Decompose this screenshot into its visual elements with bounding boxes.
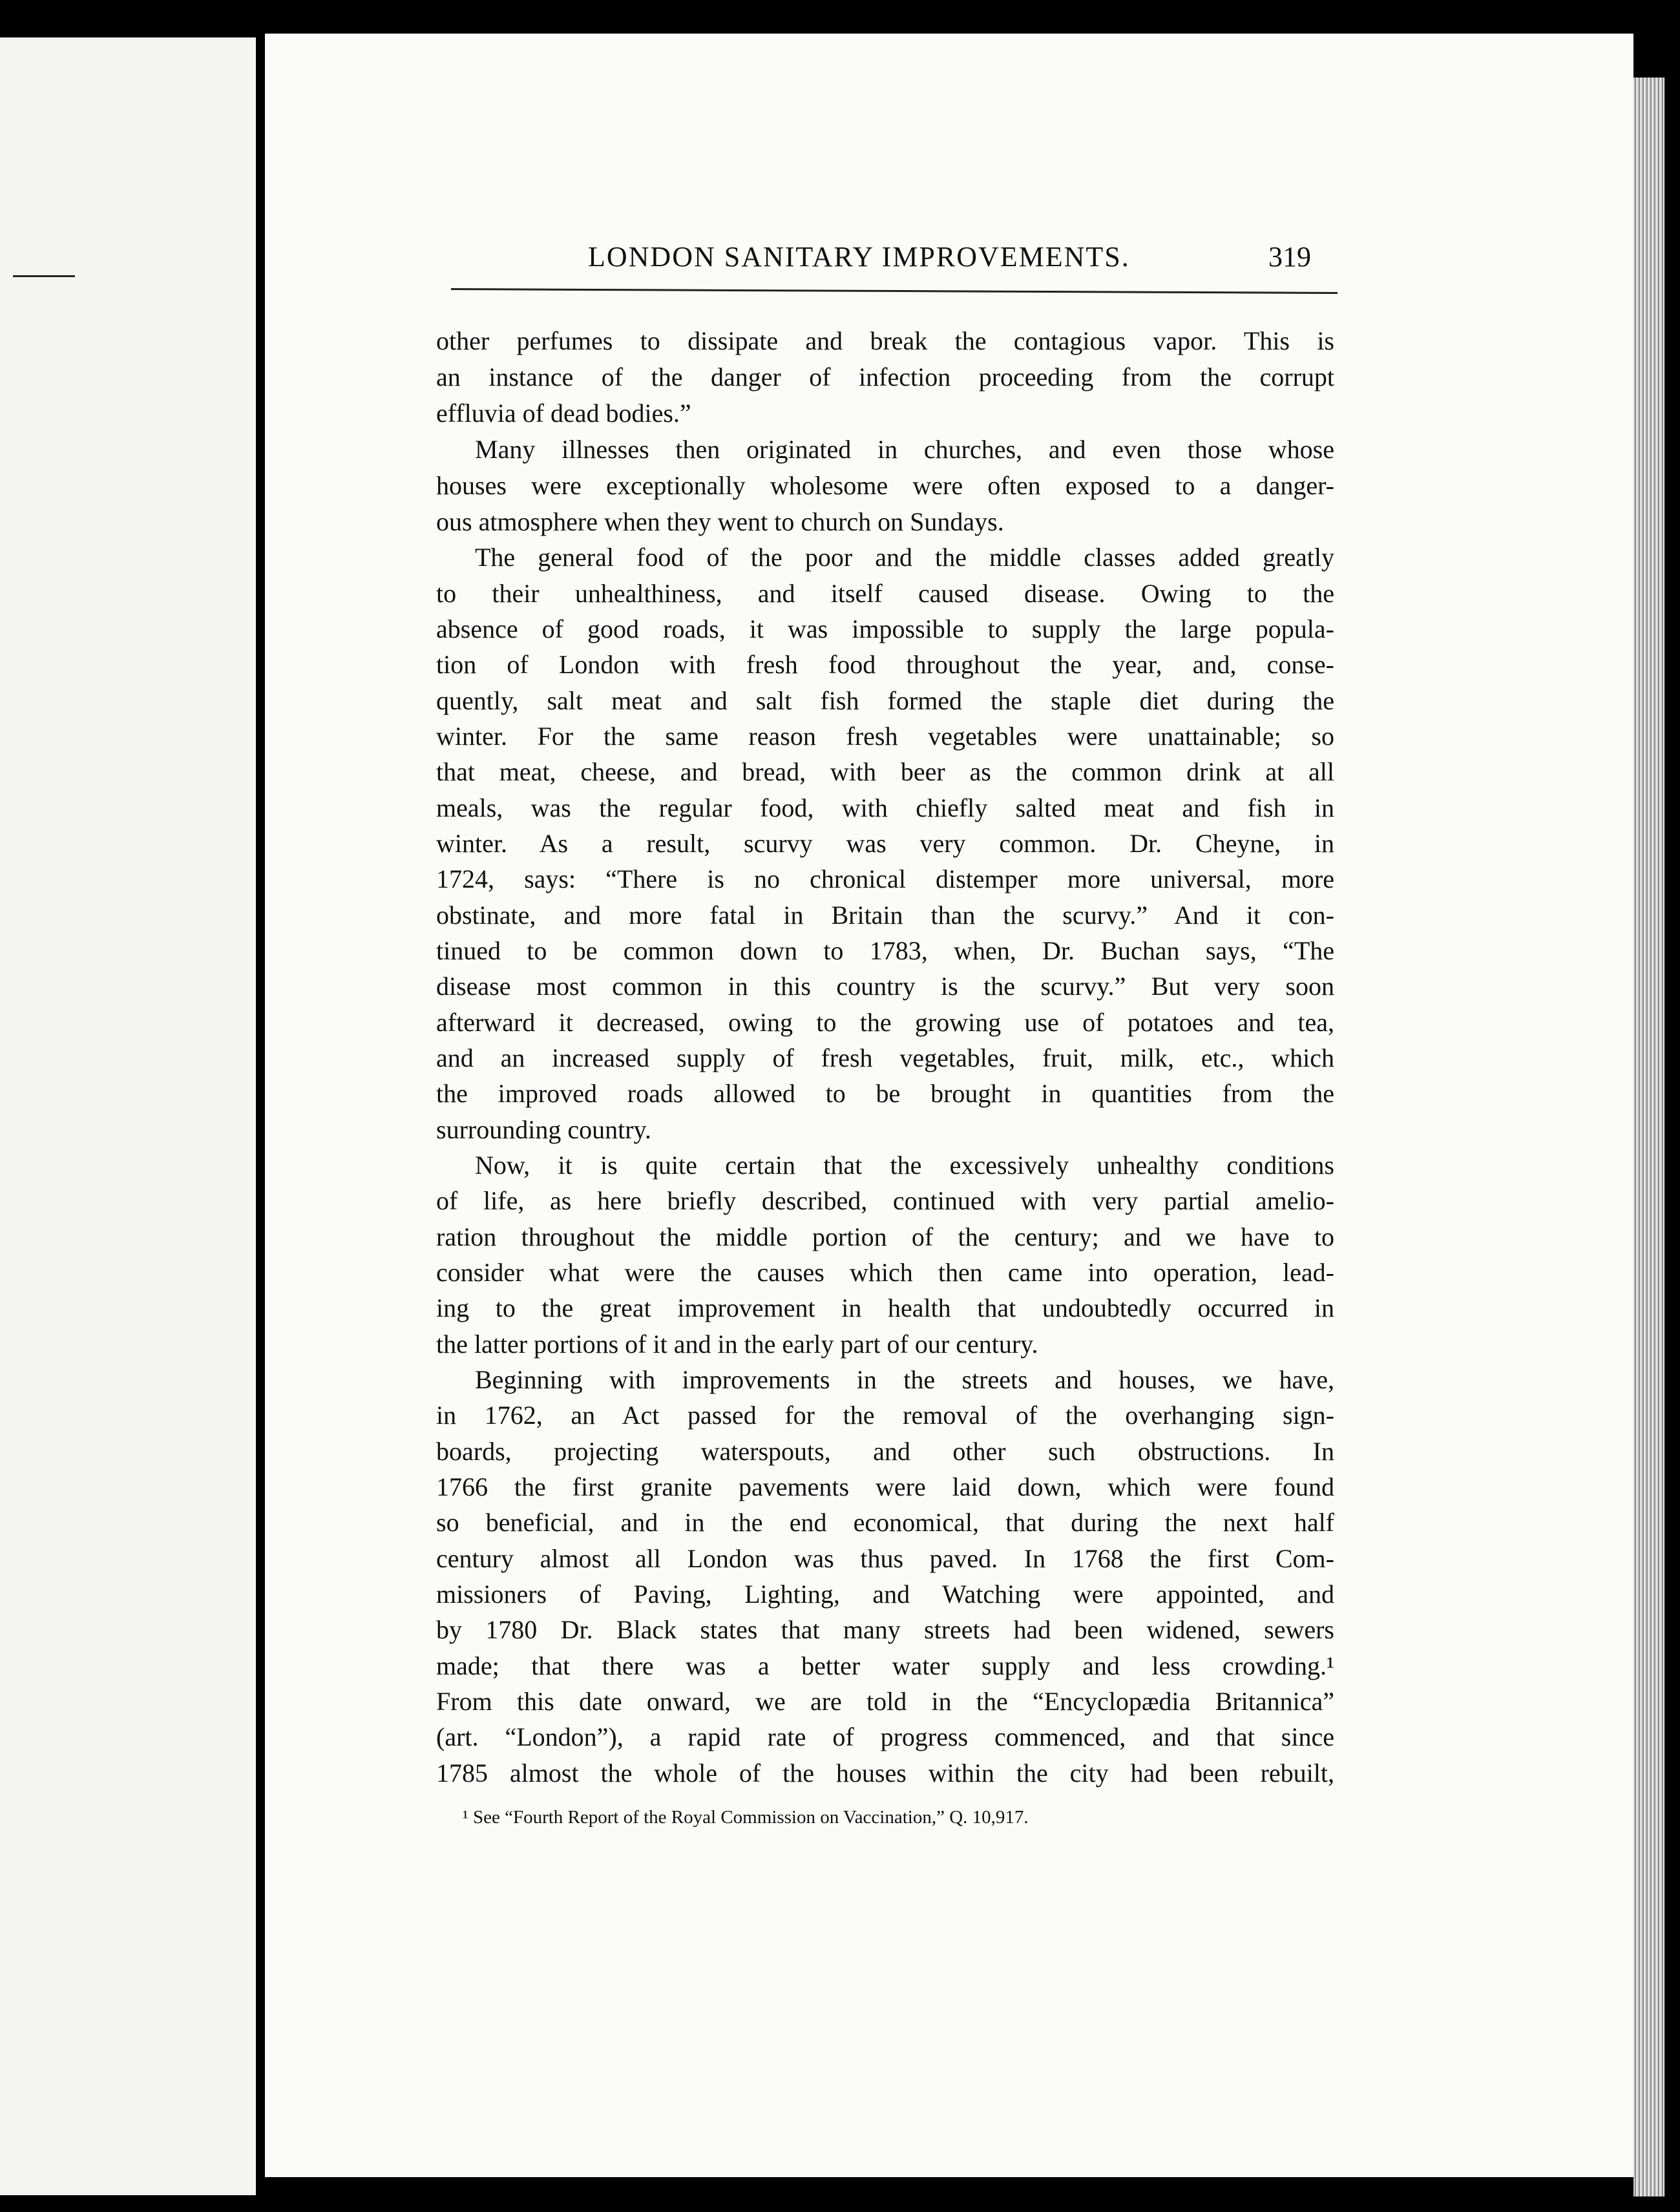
body-line: an instance of the danger of infection proceeding from the corrupt bbox=[436, 362, 1334, 391]
body-line: houses were exceptionally wholesome were often exposed to a danger- bbox=[436, 471, 1334, 500]
body-line: so beneficial, and in the end economical, that during the next half bbox=[436, 1508, 1334, 1537]
book-gutter bbox=[256, 0, 265, 2212]
body-line: by 1780 Dr. Black states that many streets had been widened, sewers bbox=[436, 1615, 1334, 1644]
page-edges bbox=[1633, 78, 1664, 2196]
body-line: absence of good roads, it was impossible to supply the large popula- bbox=[436, 614, 1334, 643]
body-line: ous atmosphere when they went to church on Sundays. bbox=[436, 507, 1004, 536]
body-line: to their unhealthiness, and itself caused disease. Owing to the bbox=[436, 579, 1334, 608]
body-line: other perfumes to dissipate and break the contagious vapor. This is bbox=[436, 326, 1334, 355]
body-line: quently, salt meat and salt fish formed the staple diet during the bbox=[436, 686, 1334, 715]
body-line: meals, was the regular food, with chiefly salted meat and fish in bbox=[436, 793, 1334, 822]
left-page bbox=[0, 37, 256, 2195]
body-line: of life, as here briefly described, continued with very partial amelio- bbox=[436, 1186, 1334, 1215]
body-line: (art. “London”), a rapid rate of progress commenced, and that since bbox=[436, 1722, 1334, 1751]
body-line: Beginning with improvements in the streets and houses, we have, bbox=[475, 1365, 1334, 1394]
body-line: surrounding country. bbox=[436, 1115, 651, 1144]
footnote: ¹ See “Fourth Report of the Royal Commission on Vaccination,” Q. 10,917. bbox=[463, 1807, 1029, 1828]
body-line: winter. For the same reason fresh vegetables were unattainable; so bbox=[436, 722, 1334, 751]
body-line: effluvia of dead bodies.” bbox=[436, 399, 691, 428]
body-line: From this date onward, we are told in the “Encyclopædia Britannica” bbox=[436, 1687, 1334, 1716]
body-line: that meat, cheese, and bread, with beer as the common drink at all bbox=[436, 757, 1334, 786]
body-line: afterward it decreased, owing to the growing use of potatoes and tea, bbox=[436, 1008, 1334, 1037]
body-line: tinued to be common down to 1783, when, Dr. Buchan says, “The bbox=[436, 936, 1334, 965]
body-line: 1785 almost the whole of the houses within the city had been rebuilt, bbox=[436, 1758, 1334, 1788]
body-line: in 1762, an Act passed for the removal of the overhanging sign- bbox=[436, 1401, 1334, 1430]
body-line: boards, projecting waterspouts, and other such obstructions. In bbox=[436, 1437, 1334, 1466]
body-line: disease most common in this country is the scurvy.” But very soon bbox=[436, 972, 1334, 1001]
left-page-rule bbox=[13, 275, 75, 277]
body-line: obstinate, and more fatal in Britain than the scurvy.” And it con- bbox=[436, 901, 1334, 930]
body-line: Now, it is quite certain that the excessively unhealthy conditions bbox=[475, 1151, 1334, 1180]
body-line: the latter portions of it and in the early part of our century. bbox=[436, 1330, 1038, 1359]
body-line: and an increased supply of fresh vegetables, fruit, milk, etc., which bbox=[436, 1043, 1334, 1072]
running-head: LONDON SANITARY IMPROVEMENTS. bbox=[588, 241, 1130, 273]
body-line: winter. As a result, scurvy was very common. Dr. Cheyne, in bbox=[436, 829, 1334, 858]
body-line: the improved roads allowed to be brought in quantities from the bbox=[436, 1079, 1334, 1108]
body-line: 1766 the first granite pavements were laid down, which were found bbox=[436, 1472, 1334, 1501]
body-line: Many illnesses then originated in churches, and even those whose bbox=[475, 435, 1334, 464]
page-number: 319 bbox=[1268, 241, 1311, 273]
body-line: tion of London with fresh food throughout the year, and, conse- bbox=[436, 650, 1334, 679]
body-line: ration throughout the middle portion of the century; and we have to bbox=[436, 1222, 1334, 1251]
body-line: missioners of Paving, Lighting, and Watching were appointed, and bbox=[436, 1580, 1334, 1609]
body-line: century almost all London was thus paved. In 1768 the first Com- bbox=[436, 1544, 1334, 1573]
body-line: consider what were the causes which then came into operation, lead- bbox=[436, 1258, 1334, 1287]
body-line: made; that there was a better water supply and less crowding.¹ bbox=[436, 1651, 1334, 1680]
body-line: 1724, says: “There is no chronical distemper more universal, more bbox=[436, 864, 1334, 893]
body-line: ing to the great improvement in health that undoubtedly occurred in bbox=[436, 1293, 1334, 1322]
body-line: The general food of the poor and the middle classes added greatly bbox=[475, 543, 1334, 572]
